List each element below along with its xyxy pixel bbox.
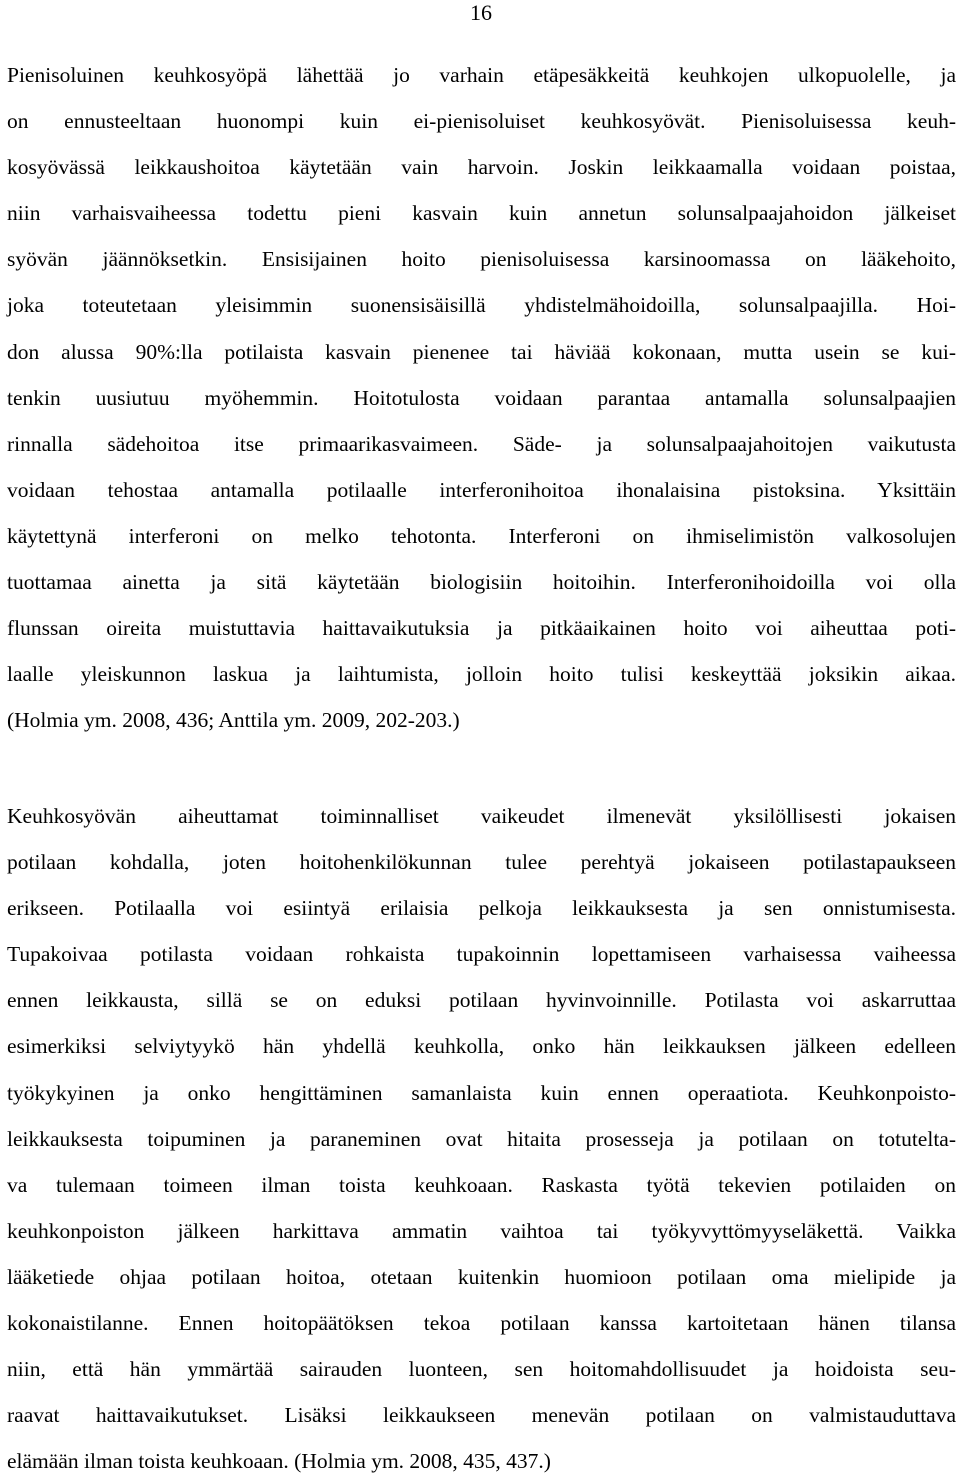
text-line: joka toteutetaan yleisimmin suonensisäisillä yhdistelmähoidoilla, solunsalpaajilla. Hoi- bbox=[7, 293, 956, 318]
text-line: keuhkonpoiston jälkeen harkittava ammatin vaihtoa tai työkyvyttömyyseläkettä. Vaikka bbox=[7, 1218, 956, 1243]
text-line: potilaan kohdalla, joten hoitohenkilökunnan tulee perehtyä jokaiseen potilastapaukseen bbox=[7, 850, 956, 875]
text-line: Pienisoluinen keuhkosyöpä lähettää jo varhain etäpesäkkeitä keuhkojen ulkopuolelle, ja bbox=[7, 63, 956, 87]
text-line: (Holmia ym. 2008, 436; Anttila ym. 2009, 202-203.) bbox=[7, 708, 460, 733]
text-line: on ennusteeltaan huonompi kuin ei-pienisoluiset keuhkosyövät. Pienisoluisessa keuh- bbox=[7, 109, 956, 134]
text-line: flunssan oireita muistuttavia haittavaikutuksia ja pitkäaikainen hoito voi aiheuttaa poti- bbox=[7, 616, 956, 641]
text-line: ennen leikkausta, sillä se on eduksi potilaan hyvinvoinnille. Potilasta voi askarruttaa bbox=[7, 988, 956, 1013]
body-paragraph bbox=[7, 52, 956, 743]
page-number: 16 bbox=[470, 0, 492, 25]
text-line: niin varhaisvaiheessa todettu pieni kasvain kuin annetun solunsalpaajahoidon jälkeiset bbox=[7, 201, 956, 226]
text-line: laalle yleiskunnon laskua ja laihtumista, jolloin hoito tulisi keskeyttää joksikin aikaa. bbox=[7, 662, 956, 687]
text-line: Keuhkosyövän aiheuttamat toiminnalliset vaikeudet ilmenevät yksilöllisesti jokaisen bbox=[7, 804, 956, 828]
body-paragraph bbox=[7, 793, 956, 1484]
text-line: esimerkiksi selviytyykö hän yhdellä keuhkolla, onko hän leikkauksen jälkeen edelleen bbox=[7, 1034, 956, 1059]
text-line: Tupakoivaa potilasta voidaan rohkaista tupakoinnin lopettamiseen varhaisessa vaiheessa bbox=[7, 942, 956, 967]
text-line: tuottamaa ainetta ja sitä käytetään biologisiin hoitoihin. Interferonihoidoilla voi olla bbox=[7, 570, 956, 595]
text-line: raavat haittavaikutukset. Lisäksi leikkaukseen menevän potilaan on valmistauduttava bbox=[7, 1403, 956, 1428]
text-line: leikkauksesta toipuminen ja paraneminen ovat hitaita prosesseja ja potilaan on totutelta- bbox=[7, 1126, 956, 1151]
text-line: elämään ilman toista keuhkoaan. (Holmia ym. 2008, 435, 437.) bbox=[7, 1449, 551, 1474]
text-line: voidaan tehostaa antamalla potilaalle interferonihoitoa ihonalaisina pistoksina. Yksittäin bbox=[7, 477, 956, 502]
text-line: lääketiede ohjaa potilaan hoitoa, otetaan kuitenkin huomioon potilaan oma mielipide ja bbox=[7, 1264, 956, 1289]
text-line: va tulemaan toimeen ilman toista keuhkoaan. Raskasta työtä tekevien potilaiden on bbox=[7, 1172, 956, 1197]
text-line: erikseen. Potilaalla voi esiintyä erilaisia pelkoja leikkauksesta ja sen onnistumisesta. bbox=[7, 896, 956, 921]
text-line: syövän jäännöksetkin. Ensisijainen hoito pienisoluisessa karsinoomassa on lääkehoito, bbox=[7, 247, 956, 272]
text-line: työkykyinen ja onko hengittäminen samanlaista kuin ennen operaatiota. Keuhkonpoisto- bbox=[7, 1080, 956, 1105]
text-line: kokonaistilanne. Ennen hoitopäätöksen tekoa potilaan kanssa kartoitetaan hänen tilansa bbox=[7, 1311, 956, 1336]
text-line: käytettynä interferoni on melko tehotonta. Interferoni on ihmiselimistön valkosolujen bbox=[7, 523, 956, 548]
text-line: niin, että hän ymmärtää sairauden luonteen, sen hoitomahdollisuudet ja hoidoista seu- bbox=[7, 1357, 956, 1382]
text-line: rinnalla sädehoitoa itse primaarikasvaimeen. Säde- ja solunsalpaajahoitojen vaikutusta bbox=[7, 431, 956, 456]
text-line: don alussa 90%:lla potilaista kasvain pienenee tai häviää kokonaan, mutta usein se kui- bbox=[7, 339, 956, 364]
text-line: kosyövässä leikkaushoitoa käytetään vain harvoin. Joskin leikkaamalla voidaan poistaa, bbox=[7, 155, 956, 180]
text-line: tenkin uusiutuu myöhemmin. Hoitotulosta voidaan parantaa antamalla solunsalpaajien bbox=[7, 385, 956, 410]
